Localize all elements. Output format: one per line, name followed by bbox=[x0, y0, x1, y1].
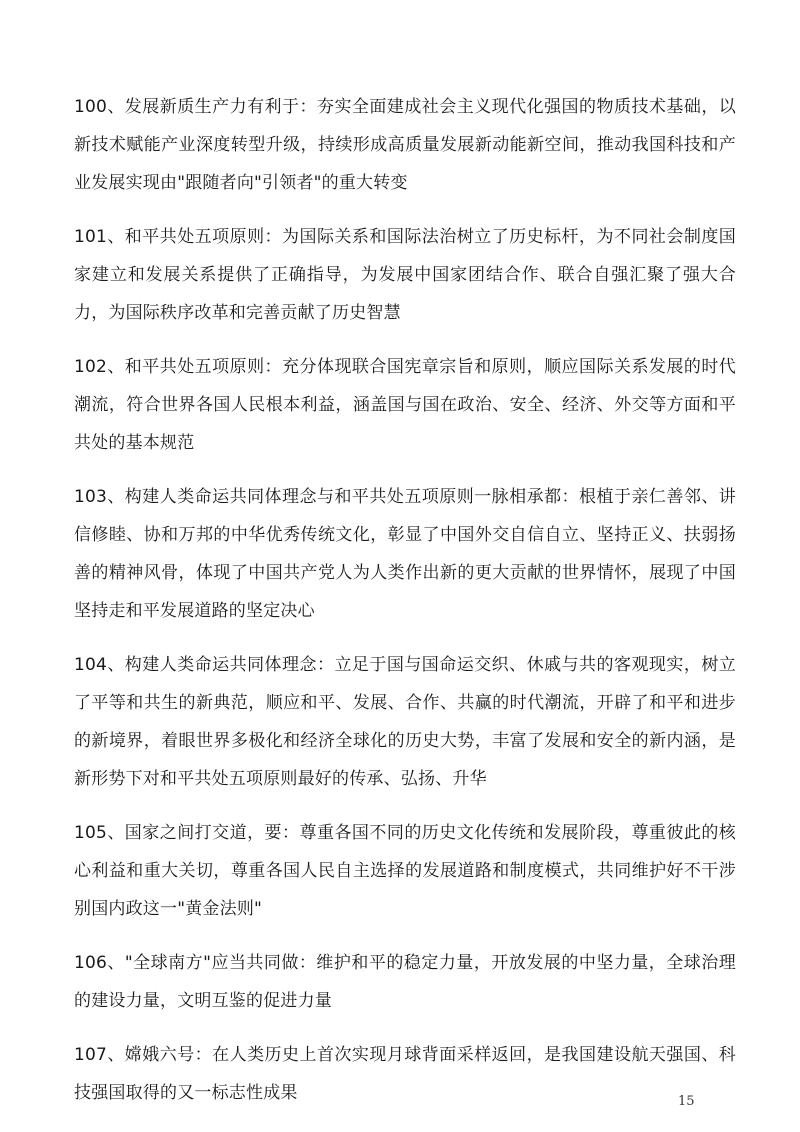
list-item-105: 105、国家之间打交道，要：尊重各国不同的历史文化传统和发展阶段，尊重彼此的核心利益和重大关切，尊重各国人民自主选择的发展道路和制度模式，共同维护好不干涉别国内政这一"黄金法则" bbox=[74, 823, 736, 919]
list-item-104: 104、构建人类命运共同体理念：立足于国与国命运交织、休戚与共的客观现实，树立了平等和共生的新典范，顺应和平、发展、合作、共赢的时代潮流，开辟了和平和进步的新境界，着眼世界多极化和经济全球化的历史大势，丰富了发展和安全的新内涵，是新形势下对和平共处五项原则最好的传承、弘扬、升华 bbox=[74, 655, 736, 789]
list-item-107: 107、嫦娥六号：在人类历史上首次实现月球背面采样返回，是我国建设航天强国、科技强国取得的又一标志性成果 bbox=[74, 1045, 736, 1103]
list-item-102: 102、和平共处五项原则：充分体现联合国宪章宗旨和原则，顺应国际关系发展的时代潮流，符合世界各国人民根本利益，涵盖国与国在政治、安全、经济、外交等方面和平共处的基本规范 bbox=[74, 357, 736, 453]
list-item-106: 106、"全球南方"应当共同做：维护和平的稳定力量，开放发展的中坚力量，全球治理的建设力量，文明互鉴的促进力量 bbox=[74, 953, 736, 1011]
document-body bbox=[74, 88, 736, 1128]
list-item-100: 100、发展新质生产力有利于：夯实全面建成社会主义现代化强国的物质技术基础，以新技术赋能产业深度转型升级，持续形成高质量发展新动能新空间，推动我国科技和产业发展实现由"跟随者向"引领者"的重大转变 bbox=[74, 97, 736, 193]
list-item-101: 101、和平共处五项原则：为国际关系和国际法治树立了历史标杆，为不同社会制度国家建立和发展关系提供了正确指导，为发展中国家团结合作、联合自强汇聚了强大合力，为国际秩序改革和完善贡献了历史智慧 bbox=[74, 227, 736, 323]
page-number: 15 bbox=[678, 1094, 695, 1109]
list-item-103: 103、构建人类命运共同体理念与和平共处五项原则一脉相承都：根植于亲仁善邻、讲信修睦、协和万邦的中华优秀传统文化，彰显了中国外交自信自立、坚持正义、扶弱扬善的精神风骨，体现了中国共产党人为人类作出新的更大贡献的世界情怀，展现了中国坚持走和平发展道路的坚定决心 bbox=[74, 487, 736, 621]
